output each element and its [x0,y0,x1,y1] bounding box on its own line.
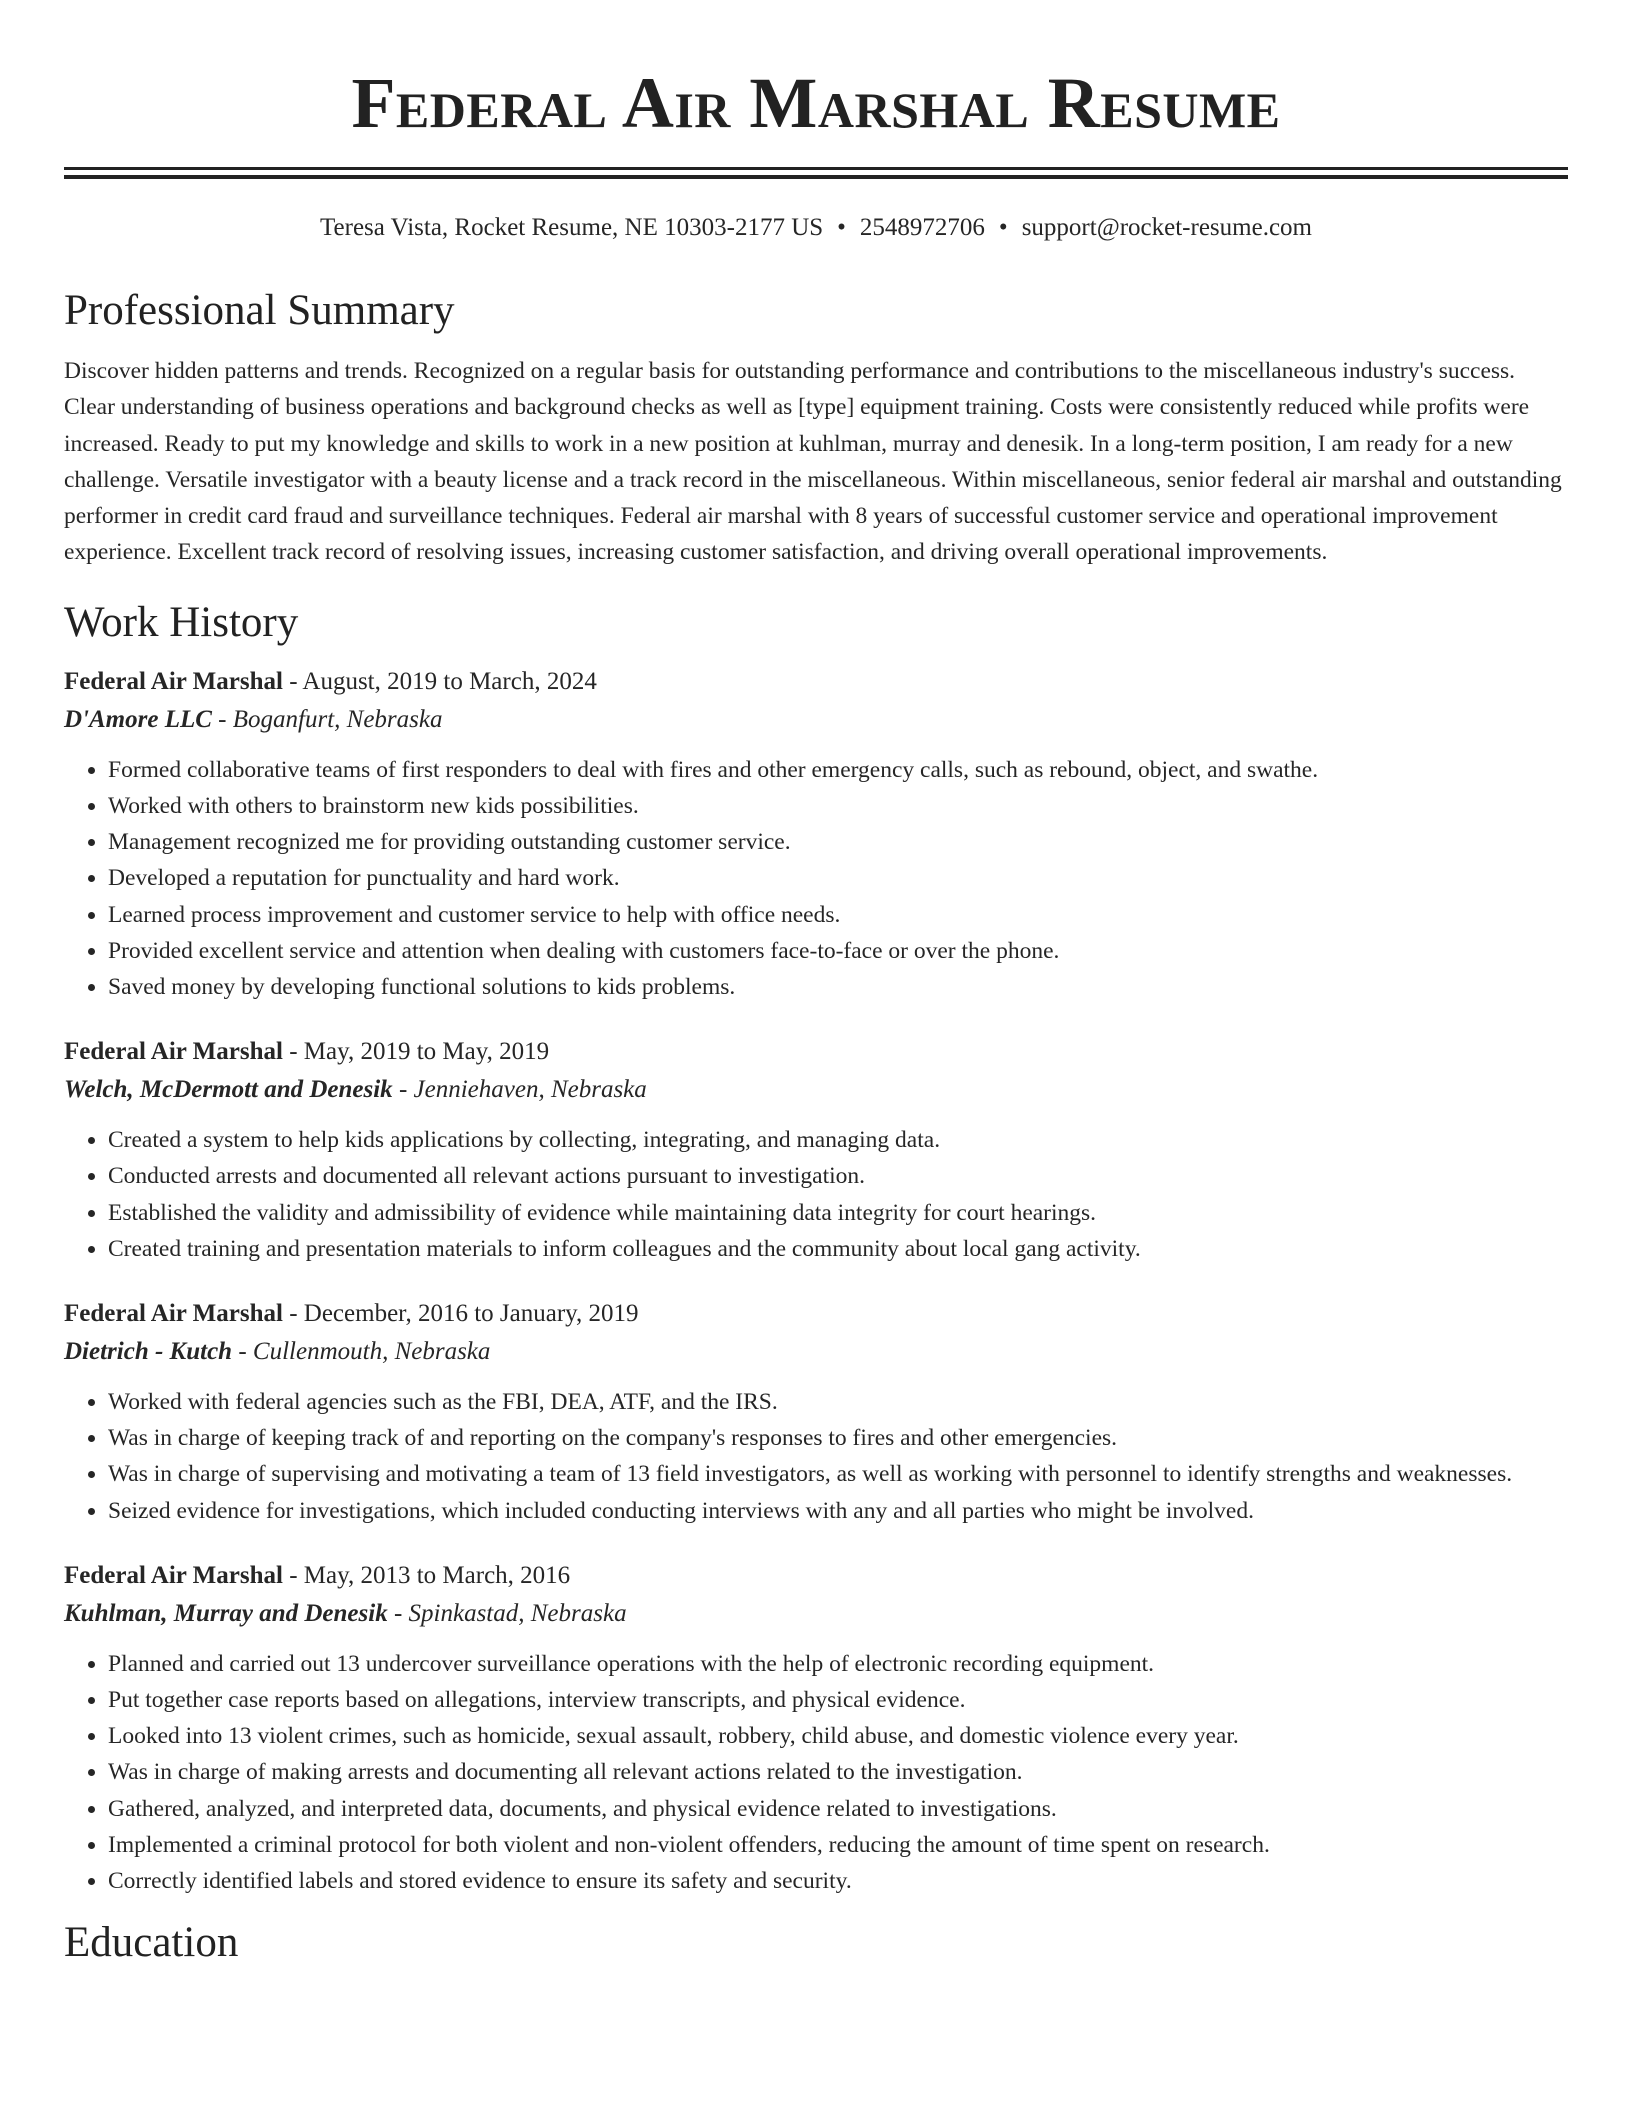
job-bullet: • Worked with federal agencies such as the FBI, DEA, ATF, and the IRS. [108,1384,1568,1420]
job-bullets [64,752,1568,1005]
job-title-line [64,1557,1568,1595]
work-history-heading: Work History [64,598,299,646]
job-dates: - May, 2013 to March, 2016 [282,1561,571,1589]
job-title-line [64,1033,1568,1071]
job-bullet: • Was in charge of supervising and motivating a team of 13 field investigators, as well as working with personnel to identify strengths and weaknesses. [108,1456,1568,1492]
job-bullet: • Provided excellent service and attention when dealing with customers face-to-face or over the phone. [108,933,1568,969]
company-name: Kuhlman, Murray and Denesik [64,1599,388,1627]
resume-title: Federal Air Marshal Resume [351,63,1281,143]
job-entry [64,1557,1568,1899]
job-bullet: • Formed collaborative teams of first responders to deal with fires and other emergency calls, such as rebound, object, and swathe. [108,752,1568,788]
company-line [64,1333,1568,1371]
job-dates: - May, 2019 to May, 2019 [282,1038,550,1066]
education-heading: Education [64,1919,239,1967]
job-bullet: • Developed a reputation for punctuality and hard work. [108,860,1568,896]
job-dates: - December, 2016 to January, 2019 [282,1300,639,1328]
job-bullets [64,1122,1568,1267]
resume-page [64,0,1568,1969]
title-divider-bottom [64,175,1568,179]
company-location: - Boganfurt, Nebraska [211,705,443,733]
job-title-line [64,1295,1568,1333]
company-location: - Jenniehaven, Nebraska [392,1076,647,1104]
company-line [64,1595,1568,1633]
job-bullet: • Gathered, analyzed, and interpreted data, documents, and physical evidence related to investigations. [108,1791,1568,1827]
job-bullet: • Conducted arrests and documented all relevant actions pursuant to investigation. [108,1158,1568,1194]
company-location: - Cullenmouth, Nebraska [232,1338,491,1366]
summary-text: Discover hidden patterns and trends. Recognized on a regular basis for outstanding performance and contributions to the miscellaneous industry's success. Clear understanding of business operations and background checks as well as [type] equipment training. Costs were consistently reduced while profits were increased. Ready to put my knowledge and skills to work in a new position at kuhlman, murray and denesik. In a long-term position, I am ready for a new challenge. Versatile investigator with a beauty license and a track record in the miscellaneous. Within miscellaneous, senior federal air marshal and outstanding performer in credit card fraud and surveillance techniques. Federal air marshal with 8 years of successful customer service and operational improvement experience. Excellent track record of resolving issues, increasing customer satisfaction, and driving overall operational improvements. [64,358,1562,566]
job-title: Federal Air Marshal [64,1561,283,1589]
contact-separator: • [837,214,846,241]
job-bullet: • Saved money by developing functional solutions to kids problems. [108,969,1568,1005]
job-title: Federal Air Marshal [64,667,283,695]
job-bullet: • Worked with others to brainstorm new kids possibilities. [108,788,1568,824]
contact-email: support@rocket-resume.com [1021,214,1312,241]
job-bullet: • Was in charge of keeping track of and reporting on the company's responses to fires and other emergencies. [108,1420,1568,1456]
job-entry [64,663,1568,1005]
company-line [64,701,1568,739]
title-divider-top [64,167,1568,170]
company-line [64,1071,1568,1109]
job-bullet: • Learned process improvement and customer service to help with office needs. [108,897,1568,933]
job-bullet: • Looked into 13 violent crimes, such as homicide, sexual assault, robbery, child abuse, and domestic violence every year. [108,1718,1568,1754]
job-entry [64,1295,1568,1529]
job-bullet: • Established the validity and admissibility of evidence while maintaining data integrity for court hearings. [108,1195,1568,1231]
job-bullet: • Was in charge of making arrests and documenting all relevant actions related to the investigation. [108,1754,1568,1790]
job-entry [64,1033,1568,1267]
company-name: Dietrich - Kutch [64,1338,233,1366]
job-bullet: • Correctly identified labels and stored evidence to ensure its safety and security. [108,1863,1568,1899]
job-bullet: • Implemented a criminal protocol for both violent and non-violent offenders, reducing the amount of time spent on research. [108,1827,1568,1863]
job-bullet: • Put together case reports based on allegations, interview transcripts, and physical evidence. [108,1682,1568,1718]
summary-heading: Professional Summary [64,287,455,334]
job-title-line [64,663,1568,701]
company-name: Welch, McDermott and Denesik [64,1076,393,1104]
contact-separator: • [998,214,1008,241]
job-bullet: • Seized evidence for investigations, which included conducting interviews with any and all parties who might be involved. [108,1493,1568,1529]
job-bullet: • Created training and presentation materials to inform colleagues and the community about local gang activity. [108,1231,1568,1267]
job-bullet: • Management recognized me for providing outstanding customer service. [108,824,1568,860]
contact-address: Teresa Vista, Rocket Resume, NE 10303-2177 US [320,214,824,241]
company-location: - Spinkastad, Nebraska [387,1599,627,1627]
job-title: Federal Air Marshal [64,1038,283,1066]
job-bullets [64,1384,1568,1529]
job-bullets [64,1646,1568,1899]
job-dates: - August, 2019 to March, 2024 [282,667,597,695]
contact-line [64,213,1568,243]
contact-phone: 2548972706 [859,214,985,241]
job-bullet: • Planned and carried out 13 undercover surveillance operations with the help of electronic recording equipment. [108,1646,1568,1682]
job-title: Federal Air Marshal [64,1300,283,1328]
company-name: D'Amore LLC [64,705,212,733]
job-bullet: • Created a system to help kids applications by collecting, integrating, and managing data. [108,1122,1568,1158]
